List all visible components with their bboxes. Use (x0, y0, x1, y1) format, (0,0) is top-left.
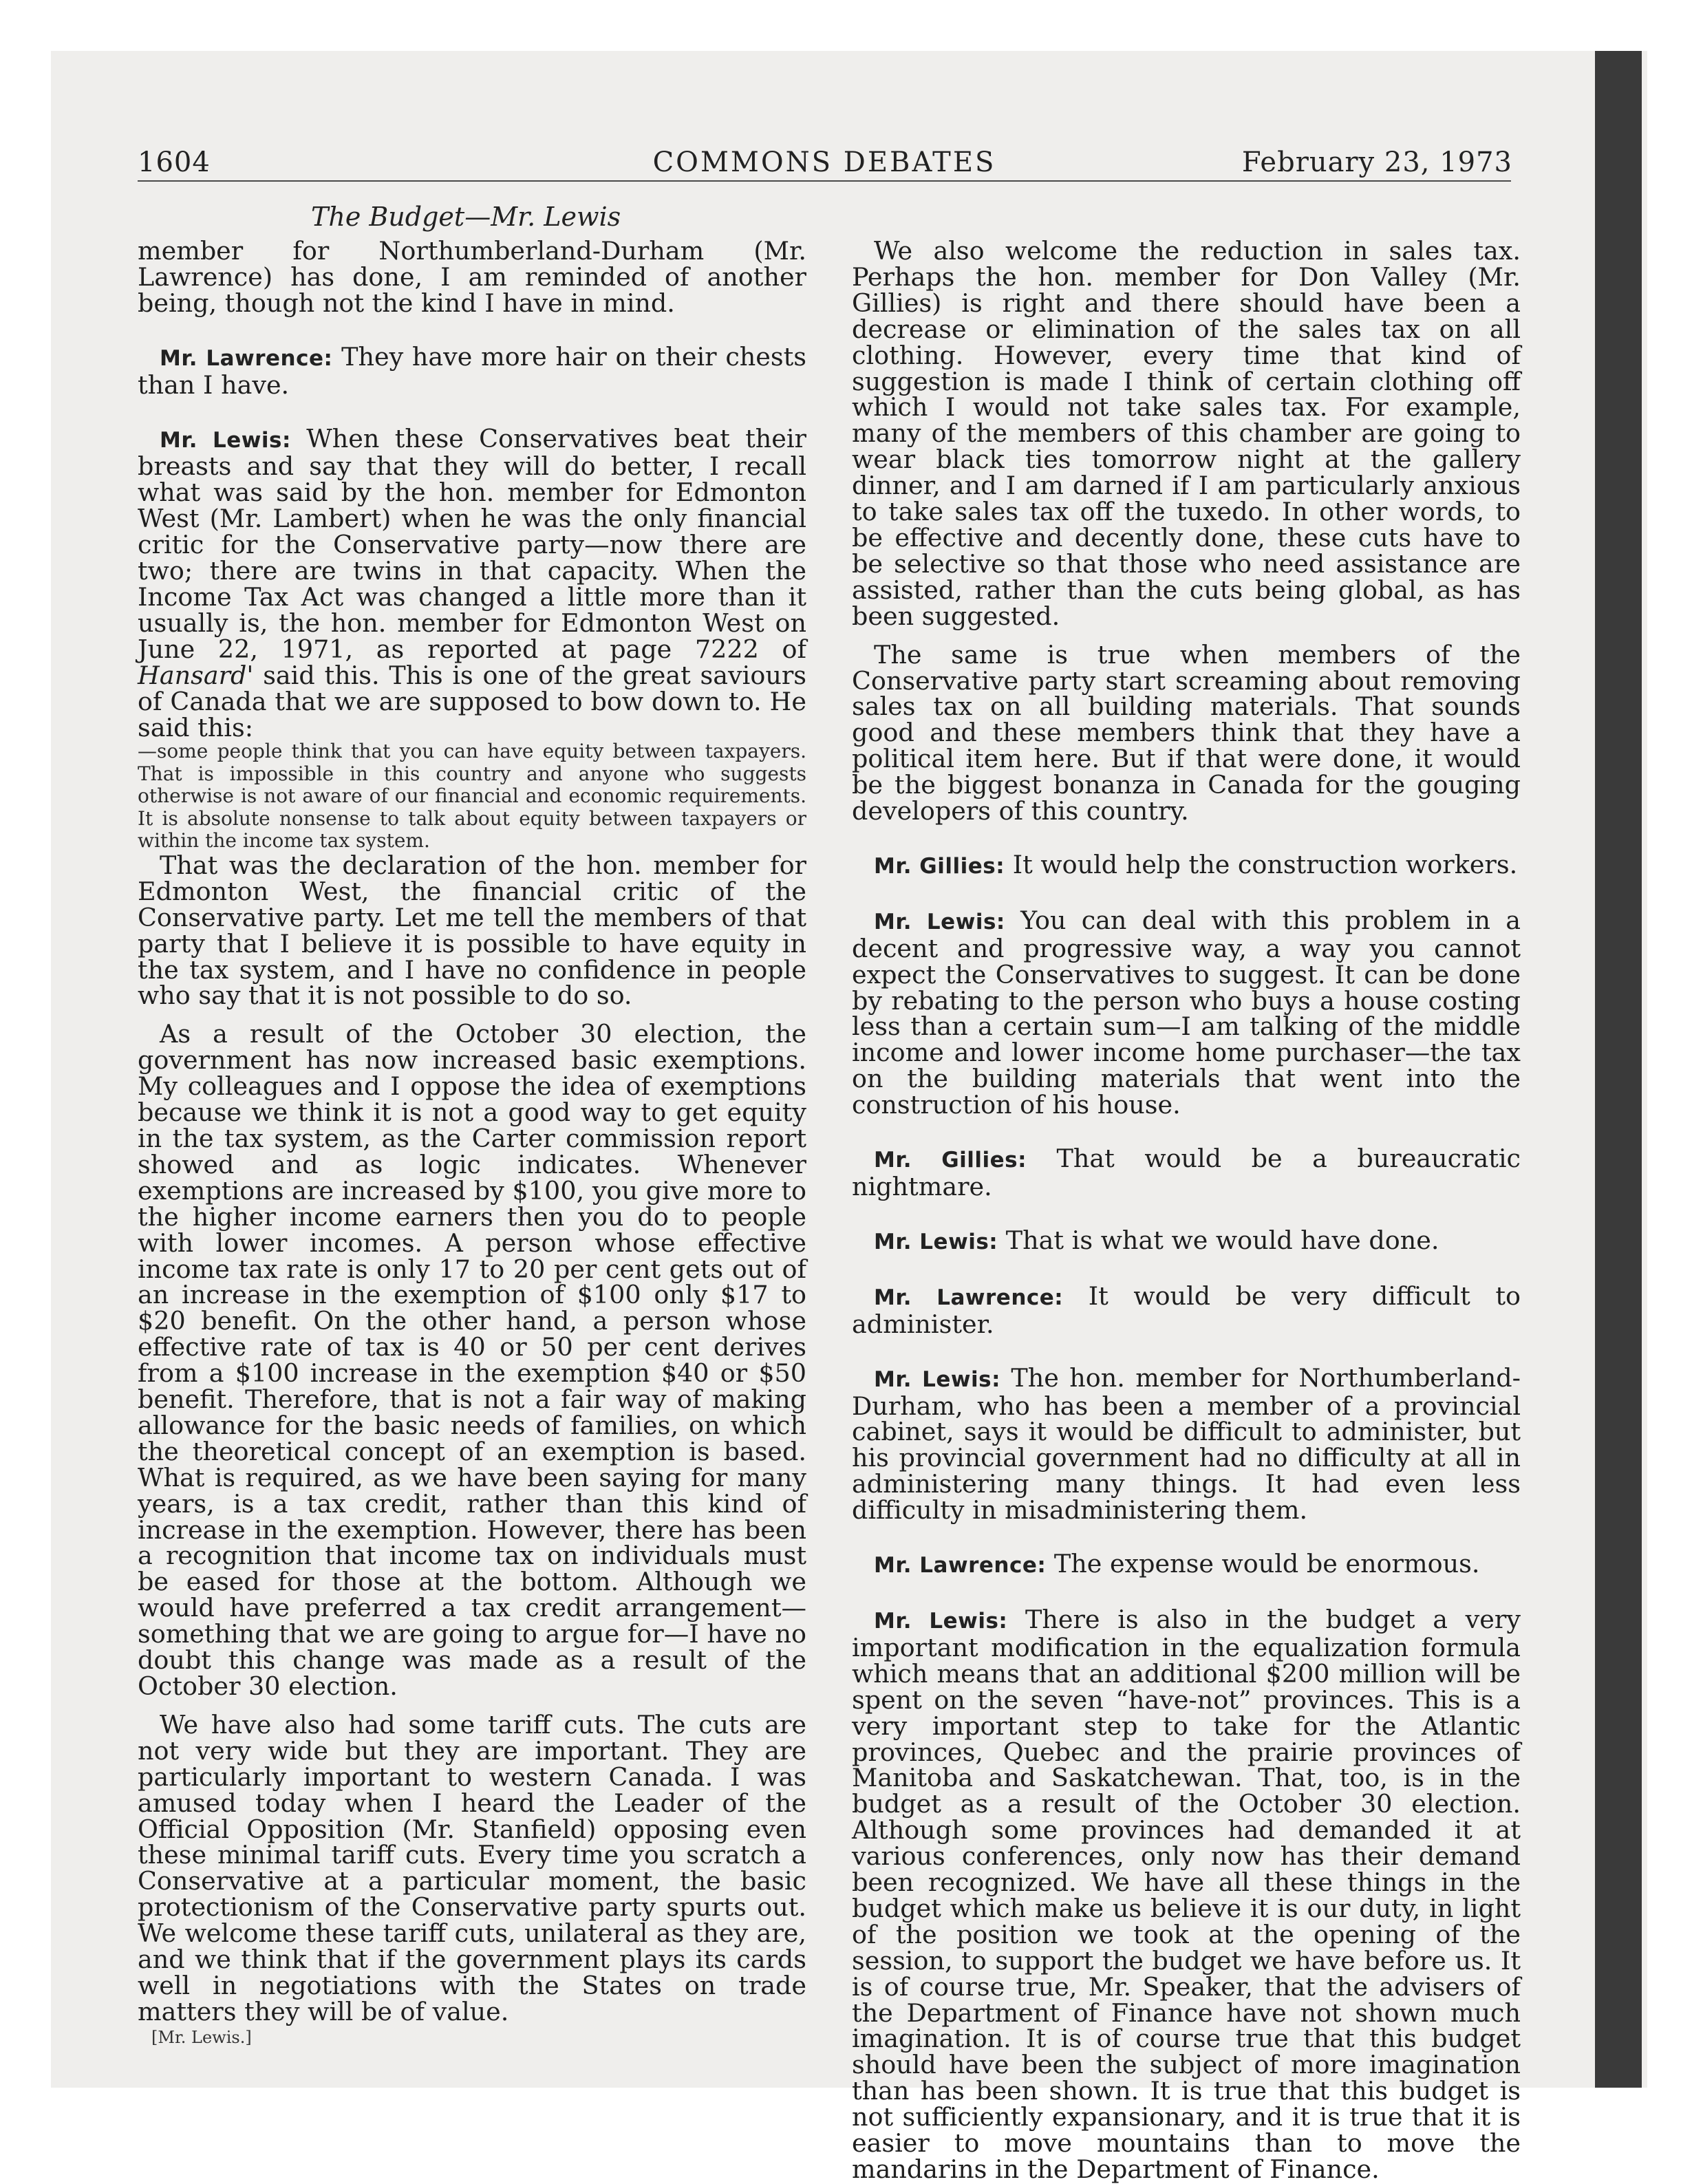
block-quote: —some people think that you can have equity between taxpayers. That is impossible in this country and anyone who suggests otherwise is not aware of our financial and economic requirements. It is absolute nonsense to talk about equity between taxpayers or within the income tax system. (138, 740, 806, 853)
paragraph (852, 849, 1521, 880)
paragraph (138, 423, 807, 742)
paragraph: member for Northumberland-Durham (Mr. Lawrence) has done, I am reminded of another being, though not the kind I have in mind. (138, 236, 806, 318)
right-column (852, 238, 1521, 2183)
speech-text: You can deal with this problem in a decent and progressive way, a way you cannot expect the Conservatives to suggest. It can be done by rebating to the person who buys a house costing less than a certain sum—I am talking of the middle income and lower income home purchaser—the tax on the building materials that went into the construction of his house. (852, 905, 1521, 1120)
paragraph (138, 341, 807, 400)
paragraph: That was the declaration of the hon. member for Edmonton West, the financial critic of the Conservative party. Let me tell the members of that party that I believe it is possible to have equity in the tax system, and I have no confidence in people who say that it is not possible to do so. (138, 850, 806, 1011)
speech-text: The expense would be enormous. (1053, 1549, 1480, 1579)
running-title: COMMONS DEBATES (652, 147, 996, 178)
speaker-name: Mr. Lewis: (874, 909, 1005, 934)
speaker-name: Mr. Lawrence: (874, 1553, 1047, 1578)
speech-text: The hon. member for Northumberland-Durham, who has been a member of a provincial cabinet, says it would be difficult to administer, but his provincial government had no difficulty at all in administering many things. It had even less difficulty in misadministering them. (852, 1362, 1521, 1525)
paragraph (852, 1283, 1521, 1338)
paragraph: We have also had some tariff cuts. The cuts are not very wide but they are important. They are particularly important to western Canada. I was amused today when I heard the Leader of the Official Opposition (Mr. Stanfield) opposing even these minimal tariff cuts. Every time you scratch a Conservative at a particular moment, the basic protectionism of the Conservative party spurts out. We welcome these tariff cuts, unilateral as they are, and we think that if the government plays its cards well in negotiations with the States on trade matters they will be of value. (138, 1709, 806, 2026)
speech-text: said this. This is one of the great saviours of Canada that we are supposed to bow down to. He said this: (138, 660, 807, 742)
speaker-footnote: [Mr. Lewis.] (151, 2027, 252, 2047)
paragraph: The same is true when members of the Conservative party start screaming about removing sales tax on all building materials. That sounds good and these members think that they have a political item here. But if that were done, it would be the biggest bonanza in Canada for the gouging developers of this country. (852, 639, 1521, 826)
speaker-name: Mr. Lawrence: (160, 345, 333, 371)
italic-reference: Hansard' (138, 660, 254, 690)
paragraph: We also welcome the reduction in sales tax. Perhaps the hon. member for Don Valley (Mr. Gillies) is right and there should have been a decrease or elimination of the sales tax on all clothing. However, every time that kind of suggestion is made I think of certain clothing off which I would not take sales tax. For example, many of the members of this chamber are going to wear black ties tomorrow night at the gallery dinner, and I am darned if I am particularly anxious to take sales tax off the tuxedo. In other words, to be effective and decently done, these cuts have to be selective so that those who need assistance are assisted, rather than the cuts being global, as has been suggested. (852, 236, 1521, 631)
speaker-name: Mr. Lawrence: (874, 1285, 1064, 1310)
speech-text: When these Conservatives beat their breasts and say that they will do better, I recall what was said by the hon. member for Edmonton West (Mr. Lambert) when he was the only financial critic for the Conservative party—now there are two; there are twins in that capacity. When the Income Tax Act was changed a little more than it usually is, the hon. member for Edmonton West on June 22, 1971, as reported at page 7222 of (138, 423, 806, 664)
header-rule (138, 180, 1511, 182)
speech-text: There is also in the budget a very important modification in the equalization formula which means that an additional $200 million will be spent on the seven “have-not” provinces. This is a very important step to take for the Atlantic provinces, Quebec and the prairie provinces of Manitoba and Saskatchewan. That, too, is in the budget as a result of the October 30 election. Although some provinces had demanded it at various conferences, only now has their demand been recognized. We have all these things in the budget which make us believe it is our duty, in light of the position we took at the opening of the session, to support the budget we have before us. It is of course true, Mr. Speaker, that the advisers of the Department of Finance have not shown much imagination. It is of course true that this budget should have been the subject of more imagination than has been shown. It is true that this budget is not sufficiently expansionary, and it is true that it is easier to move mountains than to move the mandarins in the Department of Finance. (852, 1604, 1521, 2184)
speaker-name: Mr. Lewis: (874, 1367, 1000, 1392)
speech-text: It would help the construction workers. (1012, 849, 1518, 879)
speech-text: That is what we would have done. (1005, 1225, 1439, 1255)
paragraph: As a result of the October 30 election, the government has now increased basic exemptions. My colleagues and I oppose the idea of exemptions because we think it is not a good way to get equity in the tax system, as the Carter commission report showed and as logic indicates. Whenever exemptions are increased by $100, you give more to the higher income earners then you do to people with lower incomes. A person whose effective income tax rate is only 17 to 20 per cent gets out of an increase in the exemption of $100 only $17 to $20 benefit. On the other hand, a person whose effective rate of tax is 40 or 50 per cent derives from a $100 increase in the exemption $40 or $50 benefit. Therefore, that is not a fair way of making allowance for the basic needs of families, on which the theoretical concept of an exemption is based. What is required, as we have been saying for many years, is a tax credit, rather than this kind of increase in the exemption. However, there has been a recognition that income tax on individuals must be eased for those at the bottom. Although we would have preferred a tax credit arrangement—something that we are going to argue for—I have no doubt this change was made as a result of the October 30 election. (138, 1019, 806, 1701)
speaker-name: Mr. Gillies: (874, 1148, 1027, 1173)
speech-text: That would be a bureaucratic nightmare. (852, 1144, 1521, 1201)
speech-text: They have more hair on their chests than I have. (138, 341, 807, 400)
left-column (138, 238, 806, 2051)
section-subtitle: The Budget—Mr. Lewis (311, 202, 621, 232)
scan-edge-shadow (1595, 51, 1642, 2088)
speech-text: It would be very difficult to administer. (852, 1281, 1521, 1339)
paragraph (852, 1362, 1521, 1525)
speaker-name: Mr. Lewis: (874, 1229, 998, 1254)
speaker-name: Mr. Gillies: (874, 853, 1005, 879)
paragraph (852, 1604, 1521, 2184)
paragraph (852, 1146, 1521, 1200)
speaker-name: Mr. Lewis: (874, 1608, 1008, 1634)
paragraph (852, 1225, 1521, 1256)
page-number: 1604 (138, 147, 211, 178)
page-date: February 23, 1973 (1241, 147, 1512, 178)
speaker-name: Mr. Lewis: (160, 427, 291, 453)
paragraph (852, 1551, 1521, 1579)
paragraph (852, 905, 1521, 1120)
